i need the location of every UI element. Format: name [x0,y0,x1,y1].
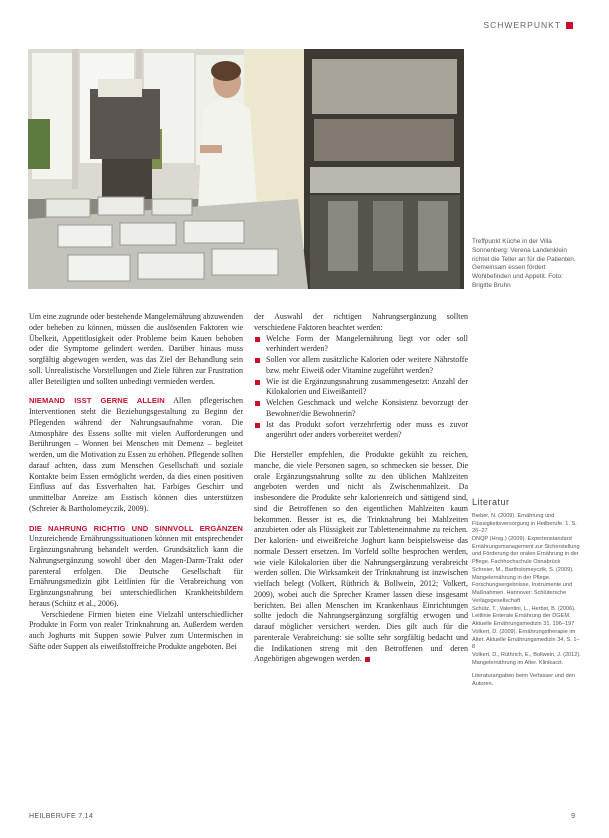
list-item: Ist das Produkt sofort verzehrfertig oder muss es zuvor angerührt oder anders vorbereitet werden? [254,420,468,442]
page-number: 9 [571,813,575,820]
factor-list [254,334,468,442]
list-item: Sollen vor allem zusätzliche Kalorien oder weitere Nährstoffe bzw. mehr Eiweiß oder Vitamine zugeführt werden? [254,355,468,377]
literature-entry: Schütz, T., Valentini, L., Herbst, B. (2006). Leitlinie Enterale Ernährung der DGEM. Aktuelle Ernährungsmedizin 31, 196–197 [472,605,576,627]
literature-box [472,497,582,694]
paragraph-text: Allen pflegerischen Interventionen steht die Beziehungsgestaltung zu Beginn der Pflegenden während der Nahrungsaufnahme voran. Die Atmosphäre des Essens sollte mit vielen Aufforderungen und Berührungen – Wonnen bei Menschen mit Demenz – begleitet werden, um die Motivation zu Essen zu erhöhen. Pflegende sollten darauf achten, dass zum Menschen Gesellschaft und soziale Kontakte beim Essen ermöglicht werden, da dies einen positiven Einfluss auf das Essverhalten hat. Farbiges Geschirr und unmittelbar Anreize am Esstisch können dies unterstützen (Schreier & Bartholomeyczik, 2009). [29,396,243,513]
paragraph-with-heading [29,396,243,514]
text-column-left [29,312,243,653]
list-item: Welche Form der Mangelernährung liegt vor oder soll verhindert werden? [254,334,468,356]
text-column-right [254,312,468,665]
end-mark-icon [365,657,370,662]
paragraph-text: Unzureichende Ernährungssituationen können mit entsprechender Ergänzungsnahrung behandelt werden. Grundsätzlich kann die Nahrungsergänzung sowohl über den Magen-Darm-Trakt oder parenteral erfolgen. Die Deutsche Gesellschaft für Ernährungsmedizin gibt Leitlinien für die Verabreichung von Ergänzungsnahrung bei unterschiedlichen Krankheitsbildern heraus (Schütz et al., 2006). [29,534,243,608]
photo-caption: Treffpunkt Küche in der Villa Sonnenberg: Verena Landenklein richtet die Teller an für die Patienten. Gemeinsam essen fördert Wohlbefinden und Appetit. Foto: Brigitte Bruhn [472,238,576,290]
kitchen-photo [28,49,464,289]
kitchen-photo-illustration [28,49,464,289]
section-heading: NIEMAND ISST GERNE ALLEIN [29,396,165,406]
paragraph: Verschiedene Firmen bieten eine Vielzahl unterschiedlicher Produkte in Form von realer Trinknahrung an. Außerdem werden auch Joghurts mit Suppen sowie Pulver zum Untermischen in Säfte oder Suppen als eiweißstoffreiche Produkte angeboten. Bei [29,609,243,651]
journal-footer: HEILBERUFE 7.14 [29,813,94,820]
literature-entry: DNQP (Hrsg.) (2009). Expertenstandard Ernährungsmanagement zur Sicherstellung und Förderung der oralen Ernährung in der Pflege. Fachhochschule Osnabrück [472,536,580,566]
list-item: Welchen Geschmack und welche Konsistenz bevorzugt der Bewohner/die Bewohnerin? [254,398,468,420]
paragraph: Um eine zugrunde oder bestehende Mangelernährung abzuwenden oder beheben zu können, müssen die auslösenden Faktoren wie Übelkeit, Appetitlosigkeit oder Probleme beim Kauen behoben oder die Symptome gelindert werden. Darüber hinaus muss sorgfältig abgewogen werden, was das Ziel der Behandlung sein soll. Unrealistische Vorstellungen und Ziele führen zur Frustration aller Beteiligten und sollten unbedingt vermieden werden. [29,312,243,386]
literature-entry: Volkert, D. (2009). Ernährungstherapie im Alter. Aktuelle Ernährungsmedizin 34, S. 1–8 [472,628,580,651]
literature-entry: Schreier, M., Bartholomeyczik, S. (2009). Mangelernährung in der Pflege. Forschungsergebnisse, Instrumente und Maßnahmen. Hannover: Schlütersche Verlagsgesellschaft [472,567,574,604]
paragraph [254,450,468,665]
literature-note: Literaturangaben beim Verfasser und den Autoren. [472,673,575,687]
red-square-icon [566,22,573,29]
section-heading: DIE NAHRUNG RICHTIG UND SINNVOLL ERGÄNZEN [29,523,243,533]
paragraph-with-heading [29,524,243,610]
list-item: Wie ist die Ergänzungsnahrung zusammengesetzt: Anzahl der Kilokalorien und Eiweißanteil? [254,377,468,399]
paragraph: der Auswahl der richtigen Nahrungsergänzung sollten verschiedene Faktoren beachtet werden: [254,312,468,332]
section-label-text: SCHWERPUNKT [483,20,561,30]
literature-entry: Bieber, N. (2009). Ernährung und Flüssigkeitsversorgung in Heilberufe. 1. S. 26–27 [472,513,577,535]
paragraph-text: Die Hersteller empfehlen, die Produkte gekühlt zu reichen, manche, die viele Personen sagen, so schmecken sie besser. Die orale Ergänzungsnahrung sollte zu den üblichen Mahlzeiten angeboten werden und nicht als Zwischenmahlzeit. Da insbesondere die Produkte sehr kalorienreich und sättigend sind, sind die Betroffenen so den eigentlichen Mahlzeiten kaum bekommen. Besser ist es, die Trinknahrung bei Mahlzeiten anzubieten oder als Flüssigkeit zur Tabletteneinnahme zu reichen. Der kalorien- und eiweißreiche Joghurt kann beispielsweise das normale Dessert ersetzen. Im Vorfeld sollte besprochen werden, wie viele Kilokalorien über die Nahrungsergänzung verabreicht werden sollen. Die Wirksamkeit der Trinknahrung ist inzwischen vielfach belegt (Volkert, Rüthrich & Bollwein, 2012; Volkert, 2009), wobei auch die Sprecher Kramer lassen diese insgesamt berichten. Bei allen Menschen im Krankenhaus Einrichtungen sollte jedoch die Nahrungsergänzung sorgfältig erwogen und darauf möglicher versichert werden. Dies gilt auch für die parenterale Verabreichung: sie sollte sehr sorgfältig bedacht und die Indikationen streng mit den Betroffenen und deren Angehörigen abgewogen werden. [254,450,468,664]
section-label [483,20,573,30]
literature-entry: Volkert, D., Rüthrich, E., Bollwein, J. (2012). Mangelernährung im Alter. Klinikarzt. [472,652,581,666]
literature-title: Literatur [472,497,510,507]
